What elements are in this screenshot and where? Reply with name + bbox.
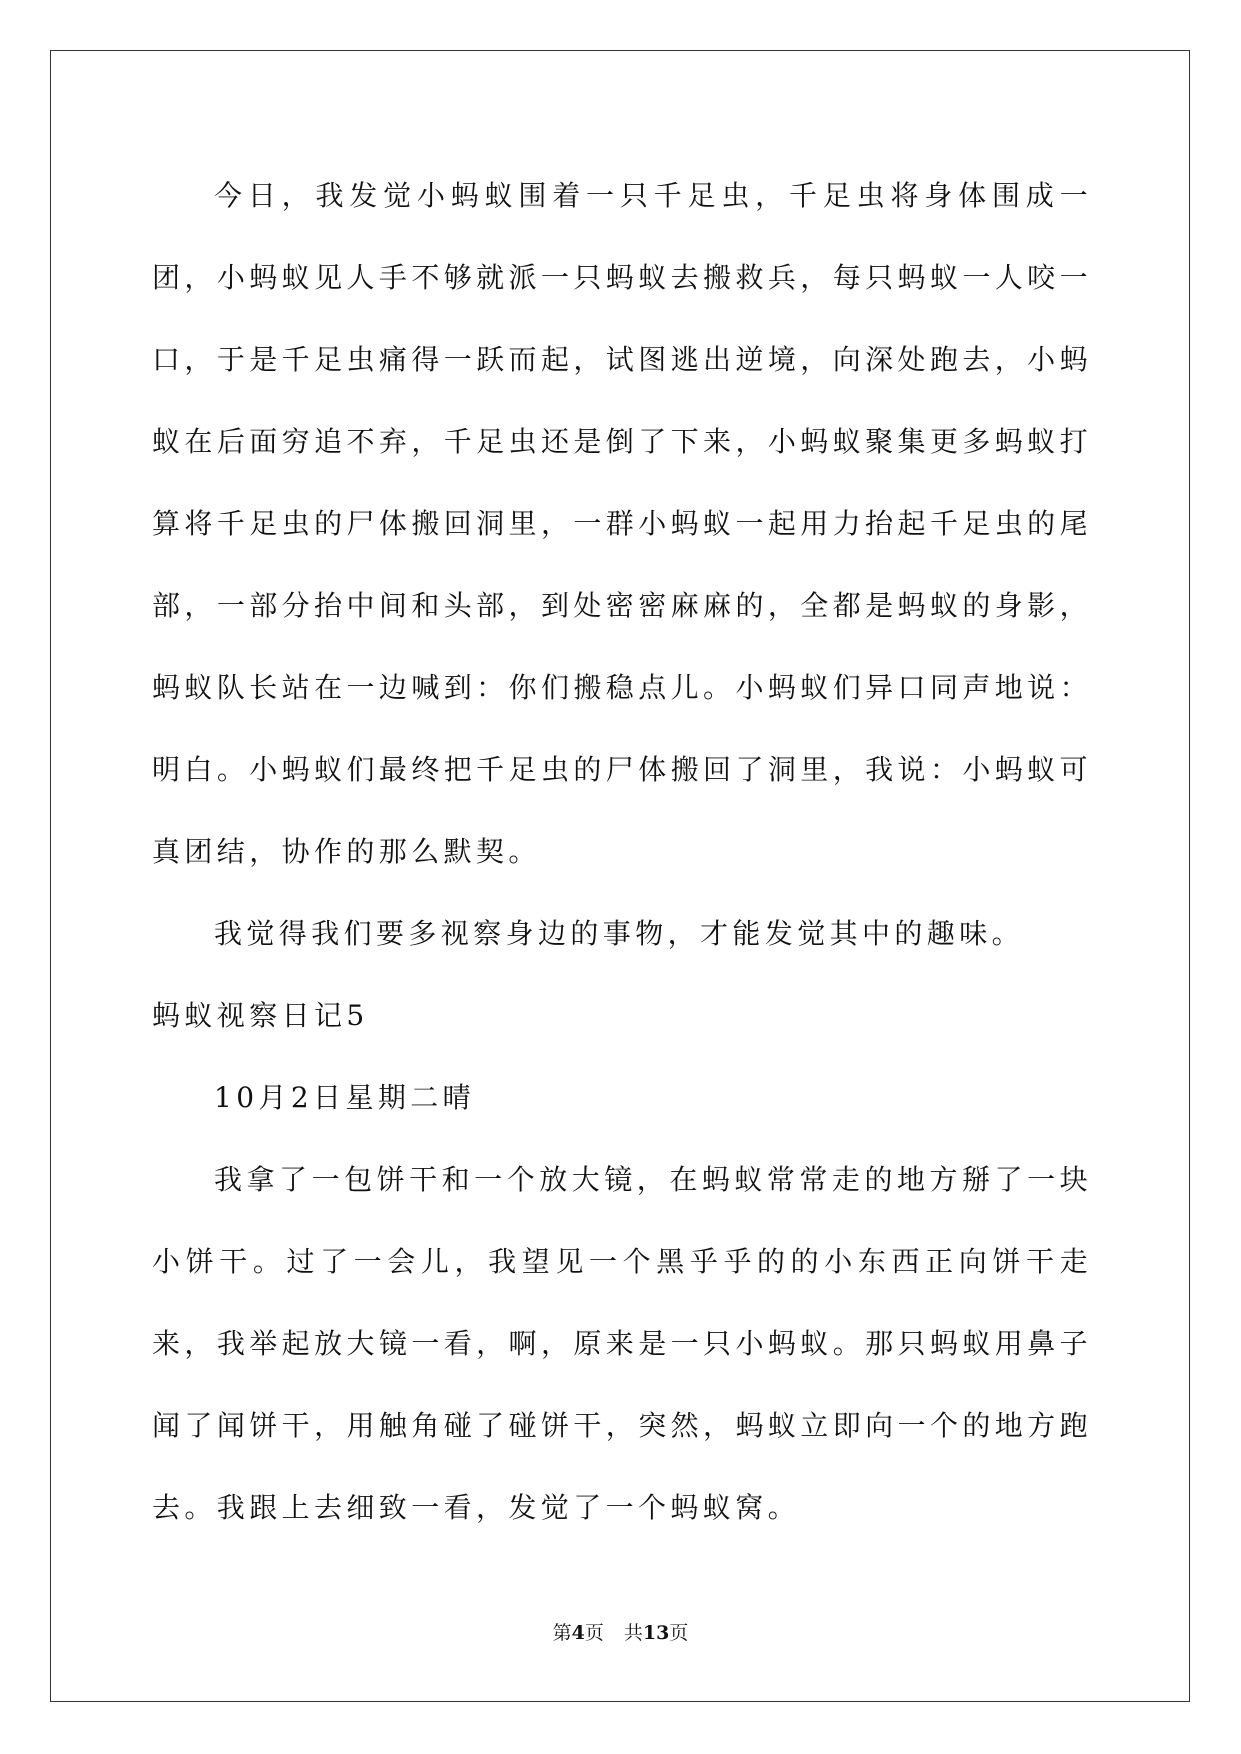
footer-page-suffix: 页 (584, 1622, 604, 1644)
footer-total-pages: 13 (642, 1622, 670, 1644)
footer-page-number: 4 (571, 1622, 585, 1644)
paragraph-biscuit: 我拿了一包饼干和一个放大镜，在蚂蚁常常走的地方掰了一块小饼干。过了一会儿，我望见一个黑乎乎的的小东西正向饼干走来，我举起放大镜一看，啊，原来是一只小蚂蚁。那只蚂蚁用鼻子闻了闻饼干，用触角碰了碰饼干，突然，蚂蚁立即向一个的地方跑去。我跟上去细致一看，发觉了一个蚂蚁窝。 (152, 1163, 1092, 1524)
footer-total-suffix: 页 (669, 1622, 689, 1644)
paragraph-ant-centipede: 今日，我发觉小蚂蚁围着一只千足虫，千足虫将身体围成一团，小蚂蚁见人手不够就派一只蚂蚁去搬救兵，每只蚂蚁一人咬一口，于是千足虫痛得一跃而起，试图逃出逆境，向深处跑去，小蚂蚁在后面穷追不弃，千足虫还是倒了下来，小蚂蚁聚集更多蚂蚁打算将千足虫的尸体搬回洞里，一群小蚂蚁一起用力抬起千足虫的尾部，一部分抬中间和头部，到处密密麻麻的，全都是蚂蚁的身影，蚂蚁队长站在一边喊到：你们搬稳点儿。小蚂蚁们异口同声地说：明白。小蚂蚁们最终把千足虫的尸体搬回了洞里，我说：小蚂蚁可真团结，协作的那么默契。 (152, 179, 1092, 868)
document-body (152, 155, 1092, 1549)
footer-page-prefix: 第 (552, 1622, 572, 1644)
page-footer (0, 1618, 1241, 1645)
paragraph-conclusion: 我觉得我们要多视察身边的事物，才能发觉其中的趣味。 (214, 917, 1025, 950)
date-line: 10月2日星期二晴 (214, 1081, 476, 1114)
footer-total-prefix: 共 (623, 1622, 643, 1644)
section-title: 蚂蚁视察日记5 (152, 999, 369, 1032)
